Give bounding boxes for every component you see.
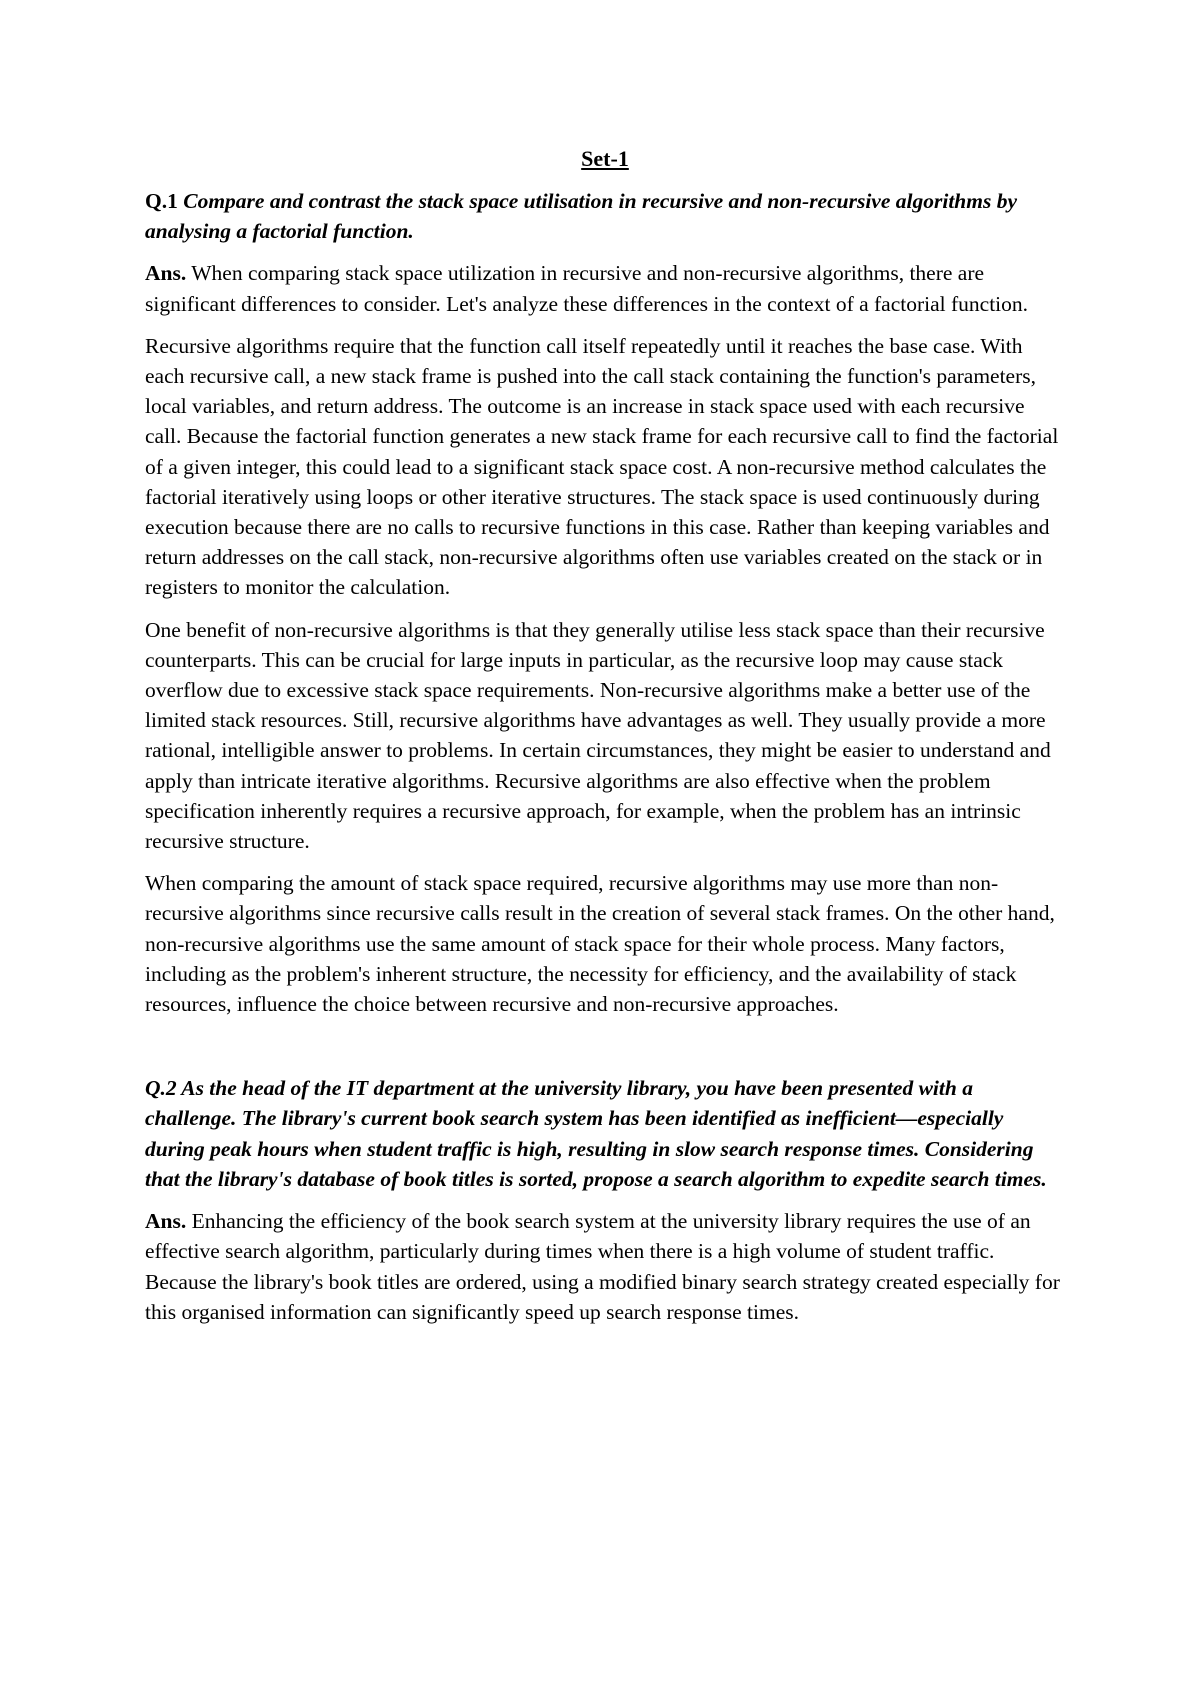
answer-1-intro: [145, 258, 1065, 318]
answer-1-paragraph: One benefit of non-recursive algorithms is that they generally utilise less stack space than their recursive counterparts. This can be crucial for large inputs in particular, as the recursive loop may cause stack overflow due to excessive stack space requirements. Non-recursive algorithms make a better use of the limited stack resources. Still, recursive algorithms have advantages as well. They usually provide a more rational, intelligible answer to problems. In certain circumstances, they might be easier to understand and apply than intricate iterative algorithms. Recursive algorithms are also effective when the problem specification inherently requires a recursive approach, for example, when the problem has an intrinsic recursive structure.: [145, 617, 1051, 854]
answer-2-label: Ans.: [145, 1209, 187, 1234]
answer-1-label: Ans.: [145, 261, 187, 286]
answer-2-intro: [145, 1206, 1065, 1327]
question-2: Q.2 As the head of the IT department at the university library, you have been presented with a challenge. The library's current book search system has been identified as inefficient—especially during peak hours when student traffic is high, resulting in slow search response times. Considering that the library's database of book titles is sorted, propose a search algorithm to expedite search times.: [145, 1076, 1047, 1191]
question-1-text: Compare and contrast the stack space utilisation in recursive and non-recursive algorithms by analysing a factorial function.: [145, 189, 1018, 244]
answer-1-paragraph: When comparing the amount of stack space required, recursive algorithms may use more than non-recursive algorithms since recursive calls result in the creation of several stack frames. On the other hand, non-recursive algorithms use the same amount of stack space for their whole process. Many factors, including as the problem's inherent structure, the necessity for efficiency, and the availability of stack resources, influence the choice between recursive and non-recursive approaches.: [145, 871, 1055, 1017]
question-1-label: Q.1: [145, 189, 178, 213]
answer-2-intro-text: Enhancing the efficiency of the book search system at the university library requires the use of an effective search algorithm, particularly during times when there is a high volume of student traffic. Because the library's book titles are ordered, using a modified binary search strategy created especially for this organised information can significantly speed up search response times.: [145, 1209, 1060, 1324]
answer-1-paragraph: Recursive algorithms require that the function call itself repeatedly until it reaches the base case. With each recursive call, a new stack frame is pushed into the call stack containing the function's parameters, local variables, and return address. The outcome is an increase in stack space used with each recursive call. Because the factorial function generates a new stack frame for each recursive call to find the factorial of a given integer, this could lead to a significant stack space cost. A non-recursive method calculates the factorial iteratively using loops or other iterative structures. The stack space is used continuously during execution because there are no calls to recursive functions in this case. Rather than keeping variables and return addresses on the call stack, non-recursive algorithms often use variables created on the stack or in registers to monitor the calculation.: [145, 333, 1059, 600]
answer-1-intro-text: When comparing stack space utilization in recursive and non-recursive algorithms, there are significant differences to consider. Let's analyze these differences in the context of a factorial function.: [145, 261, 1029, 316]
question-1: [145, 186, 1065, 246]
set-title: Set-1: [581, 146, 629, 171]
document-body: [145, 144, 1065, 1339]
section-gap: [145, 1031, 1065, 1073]
